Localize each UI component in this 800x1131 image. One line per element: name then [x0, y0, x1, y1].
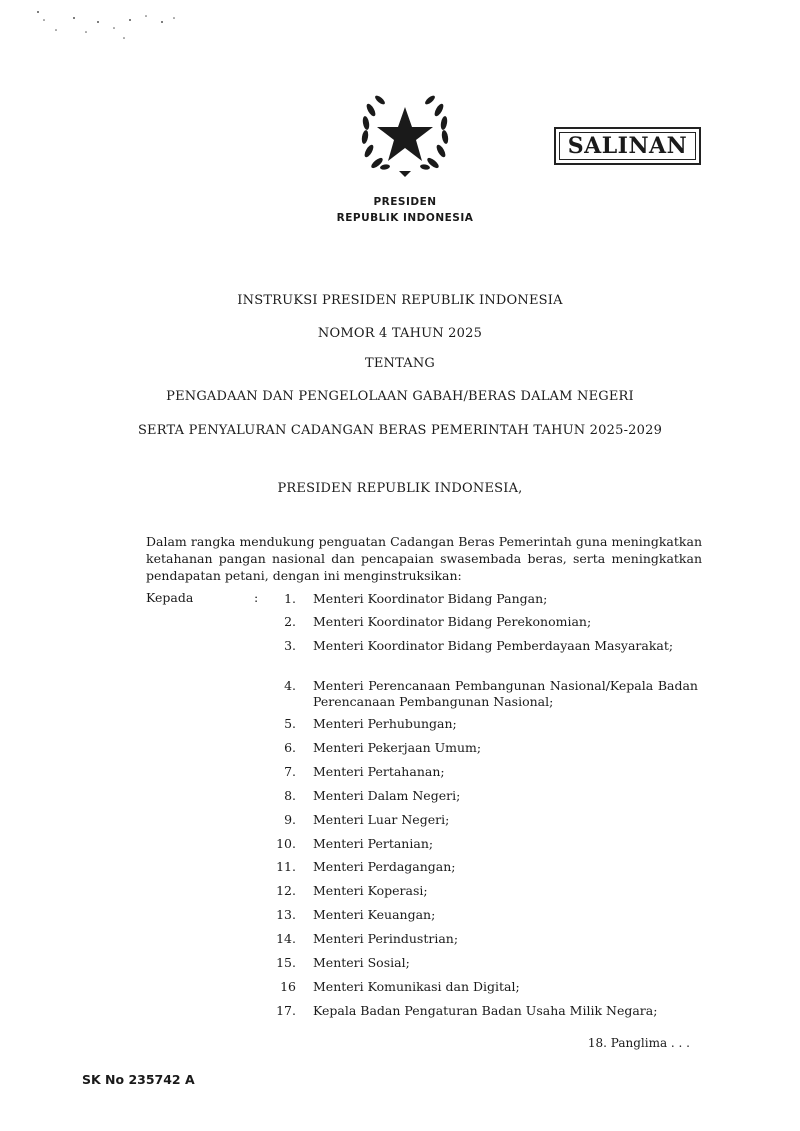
recipient-item: Menteri Koordinator Bidang Perekonomian;: [313, 614, 592, 629]
recipient-item: Menteri Keuangan;: [313, 907, 436, 922]
institution-line-1: PRESIDEN: [373, 196, 437, 208]
recipient-number: 8.: [284, 788, 296, 803]
recipient-item: Menteri Perhubungan;: [313, 716, 457, 731]
recipient-number: 11.: [276, 859, 296, 874]
addressee-label: Kepada: [146, 590, 194, 605]
recipient-number: 10.: [276, 836, 296, 851]
recipient-number: 13.: [276, 907, 296, 922]
recipient-number: 16: [280, 979, 296, 994]
presidential-emblem-icon: [355, 85, 455, 185]
recipient-number: 6.: [284, 740, 296, 755]
recipient-number: 9.: [284, 812, 296, 827]
recipient-item: Menteri Perindustrian;: [313, 931, 459, 946]
recipient-number: 15.: [276, 955, 296, 970]
title-line-2: NOMOR 4 TAHUN 2025: [317, 326, 483, 341]
recipient-item: Menteri Pekerjaan Umum;: [313, 740, 482, 755]
recipient-number: 1.: [284, 591, 296, 606]
recipient-item: Menteri Koordinator Bidang Pangan;: [313, 591, 548, 606]
recipient-number: 14.: [276, 931, 296, 946]
copy-stamp: [554, 127, 701, 165]
recipient-number: 3.: [284, 638, 296, 653]
issuer: PRESIDEN REPUBLIK INDONESIA,: [277, 481, 523, 496]
recipient-item: Menteri Koordinator Bidang Pemberdayaan Masyarakat;: [313, 638, 674, 653]
addressee-colon: :: [254, 590, 259, 605]
recipient-item: Kepala Badan Pengaturan Badan Usaha Milik Negara;: [313, 1003, 658, 1018]
continuation-note: 18. Panglima . . .: [587, 1036, 690, 1050]
recipient-number: 5.: [284, 716, 296, 731]
title-line-3: TENTANG: [364, 356, 436, 371]
title-line-1: INSTRUKSI PRESIDEN REPUBLIK INDONESIA: [237, 293, 563, 308]
copy-stamp-label: SALINAN: [559, 132, 696, 160]
title-line-5: SERTA PENYALURAN CADANGAN BERAS PEMERINTAH TAHUN 2025-2029: [137, 423, 663, 438]
recipient-number: 17.: [276, 1003, 296, 1018]
document-code: SK No 235742 A: [82, 1072, 195, 1087]
institution-line-2: REPUBLIK INDONESIA: [336, 212, 474, 224]
recipient-number: 12.: [276, 883, 296, 898]
scan-noise: [34, 8, 194, 48]
title-line-4: PENGADAAN DAN PENGELOLAAN GABAH/BERAS DALAM NEGERI: [166, 389, 634, 404]
recipient-item: Menteri Sosial;: [313, 955, 410, 970]
recipient-item: Menteri Perencanaan Pembangunan Nasional/Kepala Badan Perencanaan Pembangunan Nasional;: [313, 678, 698, 709]
recipient-number: 2.: [284, 614, 296, 629]
recipient-item: Menteri Pertahanan;: [313, 764, 445, 779]
recipient-number: 7.: [284, 764, 296, 779]
intro-paragraph: Dalam rangka mendukung penguatan Cadangan Beras Pemerintah guna meningkatkan ketahanan pangan nasional dan pencapaian swasembada beras, serta meningkatkan pendapatan petani, dengan ini menginstruksikan:: [146, 534, 702, 583]
recipient-item: Menteri Koperasi;: [313, 883, 428, 898]
recipient-item: Menteri Pertanian;: [313, 836, 434, 851]
recipient-item: Menteri Komunikasi dan Digital;: [313, 979, 520, 994]
recipient-number: 4.: [284, 678, 296, 693]
recipient-item: Menteri Dalam Negeri;: [313, 788, 461, 803]
recipient-item: Menteri Perdagangan;: [313, 859, 456, 874]
recipient-item: Menteri Luar Negeri;: [313, 812, 450, 827]
